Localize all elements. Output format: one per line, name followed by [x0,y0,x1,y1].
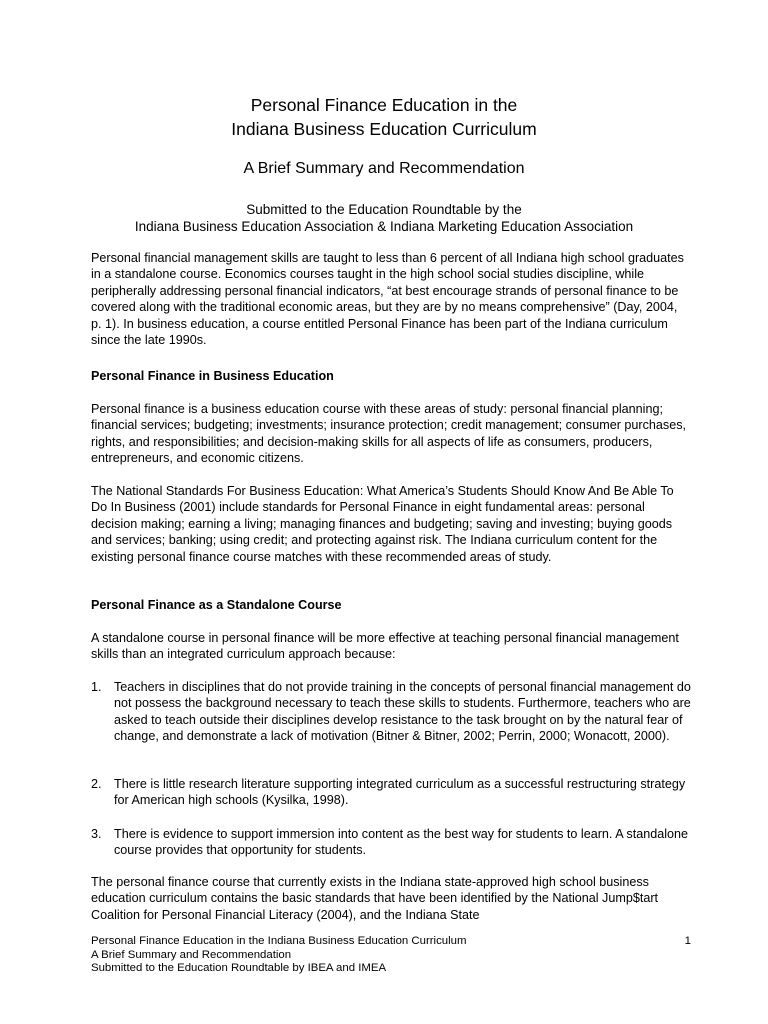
list-item [91,679,691,745]
footer-line1: Personal Finance Education in the Indiana Business Education Curriculum [91,935,467,947]
list-item-text: There is little research literature supporting integrated curriculum as a successful restructuring strategy for American high schools (Kysilka, 1998). [114,777,686,808]
page-footer [91,935,691,976]
section-heading-standalone-course: Personal Finance as a Standalone Course [91,598,342,612]
section-heading-business-education: Personal Finance in Business Education [91,369,334,383]
standalone-intro-text: A standalone course in personal finance will be more effective at teaching personal financial management skills than an integrated curriculum approach because: [91,631,679,662]
submitted-line2: Indiana Business Education Association & Indiana Marketing Education Association [134,219,634,234]
jumpstart-text: The personal finance course that currently exists in the Indiana state-approved high school business education curriculum contains the basic standards that have been identified by the National Jump$tart Coalition for Personal Financial Literacy (2004), and the Indiana State [91,875,659,922]
submitted-line1: Submitted to the Education Roundtable by the [246,202,522,217]
list-item-number: 2. [91,777,102,791]
national-standards-text: The National Standards For Business Education: What America’s Students Should Know And Be Able To Do In Business (2001) include standards for Personal Finance in eight fundamental areas: personal decision making; earning a living; managing finances and budgeting; saving and investing; buying goods and services; banking; using credit; and protecting against risk. The Indiana curriculum content for the existing personal finance course matches with these recommended areas of study. [91,484,674,564]
list-item-number: 3. [91,827,102,841]
areas-of-study-text: Personal finance is a business education course with these areas of study: personal financial planning; financial services; budgeting; investments; insurance protection; credit management; consumer purchases, rights, and responsibilities; and decision-making skills for all aspects of life as consumers, producers, entrepreneurs, and economic citizens. [91,402,687,466]
document-subtitle: A Brief Summary and Recommendation [243,160,525,177]
footer-line2: A Brief Summary and Recommendation [91,948,292,961]
list-item-text: There is evidence to support immersion into content as the best way for students to learn. A standalone course provides that opportunity for students. [114,827,689,858]
national-standards-paragraph [91,483,691,565]
document-title-line2: Indiana Business Education Curriculum [231,119,537,139]
intro-paragraph [91,250,691,348]
intro-text: Personal financial management skills are taught to less than 6 percent of all Indiana high school graduates in a standalone course. Economics courses taught in the high school social studies discipline, while peripherally addressing personal financial indicators, “at best encourage strands of personal finance to be covered along with the traditional economic areas, but they are by no means comprehensive” (Day, 2004, p. 1). In business education, a course entitled Personal Finance has been part of the Indiana curriculum since the late 1990s. [91,251,684,348]
list-item [91,776,691,809]
footer-line3: Submitted to the Education Roundtable by IBEA and IMEA [91,962,387,974]
page-number: 1 [684,935,691,947]
areas-of-study-paragraph [91,401,691,467]
jumpstart-paragraph [91,874,691,923]
standalone-intro-paragraph [91,630,691,663]
list-item-text: Teachers in disciplines that do not provide training in the concepts of personal financial management do not possess the background necessary to teach these skills to students. Furthermore, teachers who are asked to teach outside their disciplines develop resistance to the task brought on by the natural fear of change, and demonstrate a lack of motivation (Bitner & Bitner, 2002; Perrin, 2000; Wonacott, 2000). [114,680,691,744]
list-item [91,826,691,859]
document-title-line1: Personal Finance Education in the [250,95,518,115]
list-item-number: 1. [91,680,102,694]
